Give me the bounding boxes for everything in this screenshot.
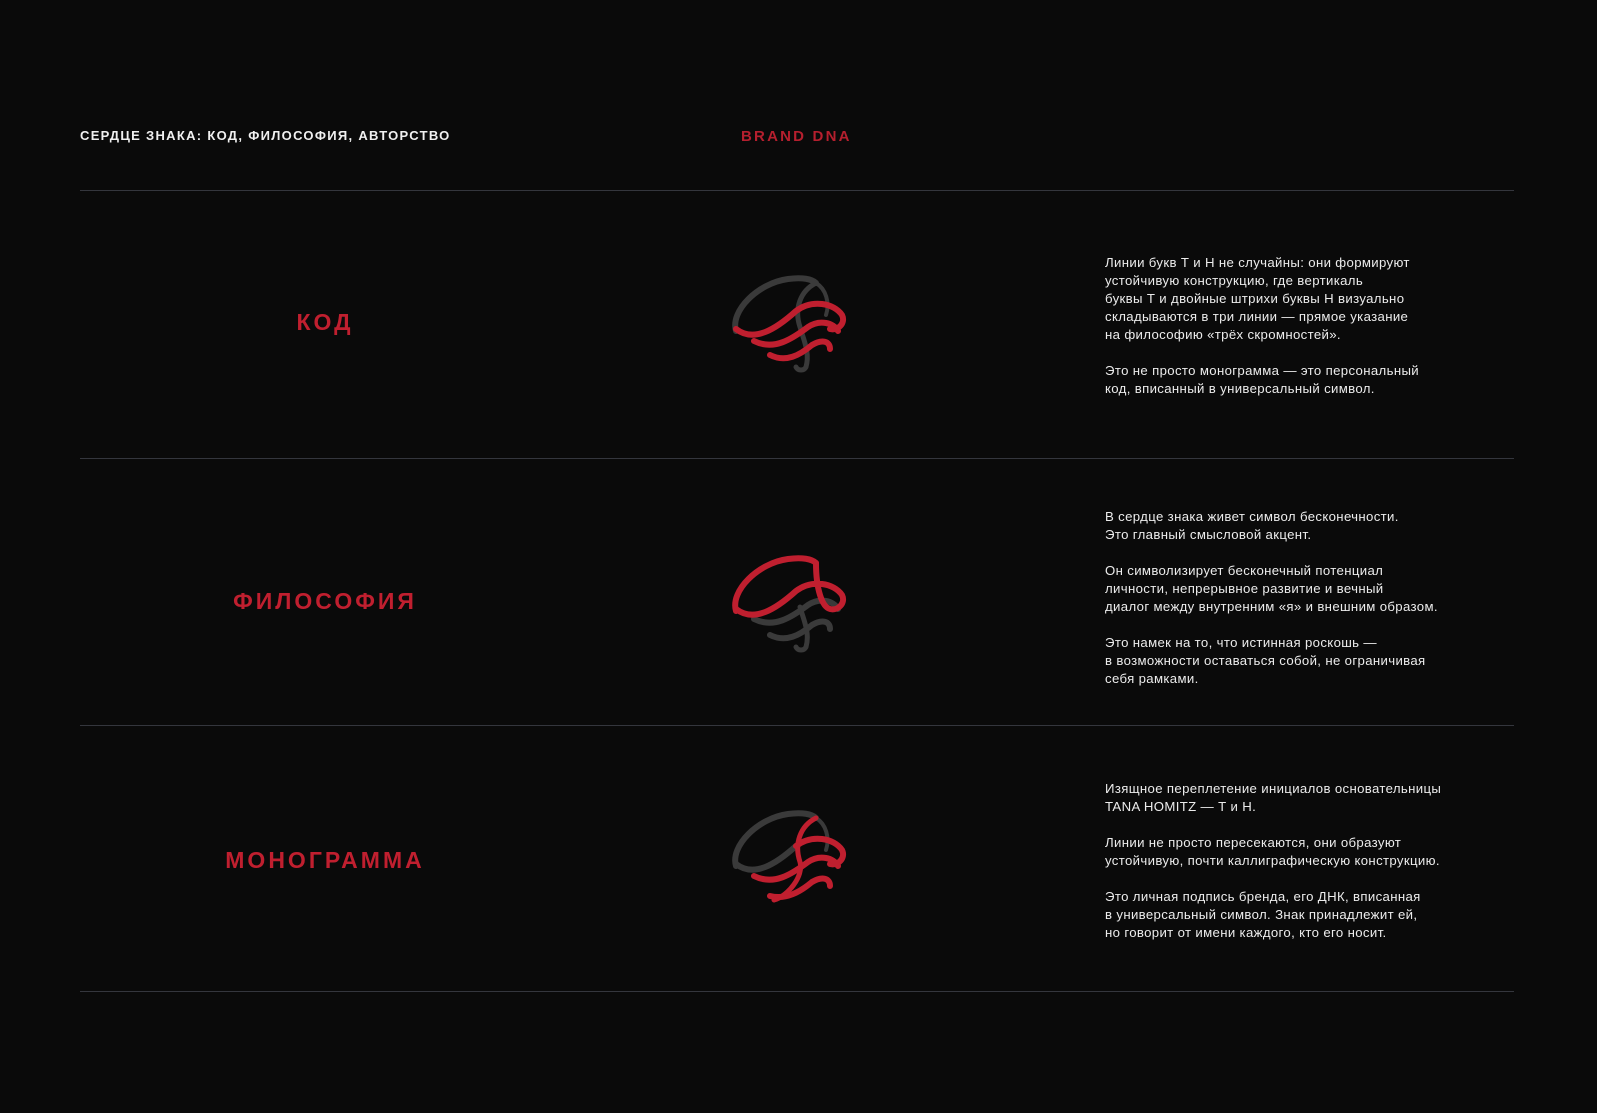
section-text-philosophy [1105,508,1514,706]
section-code [80,191,1514,456]
section-title-code: КОД [296,309,354,335]
paragraph: Он символизирует бесконечный потенциал личности, непрерывное развитие и вечный диалог между внутренним «я» и внешним образом. [1105,563,1438,614]
paragraph: Это не просто монограмма — это персональный код, вписанный в универсальный символ. [1105,363,1419,396]
section-title-philosophy: ФИЛОСОФИЯ [233,588,417,614]
section-text-code [1105,254,1514,416]
monogram-philosophy-icon [730,549,850,654]
section-title-monogram: МОНОГРАММА [225,847,425,873]
monogram-code-icon [730,269,850,374]
paragraph: Изящное переплетение инициалов основательницы TANA HOMITZ — Т и Н. [1105,781,1442,814]
brand-dna-label: BRAND DNA [741,128,852,145]
section-monogram [80,726,1514,991]
paragraph: Линии букв Т и Н не случайны: они формируют устойчивую конструкцию, где вертикаль буквы Т и двойные штрихи буквы Н визуально складываются в три линии — прямое указание на философию «трёх скромностей». [1105,255,1410,342]
section-text-monogram [1105,780,1514,960]
page-title: СЕРДЦЕ ЗНАКА: КОД, ФИЛОСОФИЯ, АВТОРСТВО [80,128,451,143]
divider-bottom [80,991,1514,992]
paragraph: Линии не просто пересекаются, они образуют устойчивую, почти каллиграфическую конструкцию. [1105,835,1440,868]
paragraph: Это личная подпись бренда, его ДНК, вписанная в универсальный символ. Знак принадлежит ей, но говорит от имени каждого, кто его носит. [1105,889,1421,940]
monogram-letters-icon [730,804,850,909]
paragraph: Это намек на то, что истинная роскошь — в возможности оставаться собой, не ограничивая себя рамками. [1105,635,1426,686]
section-philosophy [80,459,1514,724]
paragraph: В сердце знака живет символ бесконечности. Это главный смысловой акцент. [1105,509,1399,542]
